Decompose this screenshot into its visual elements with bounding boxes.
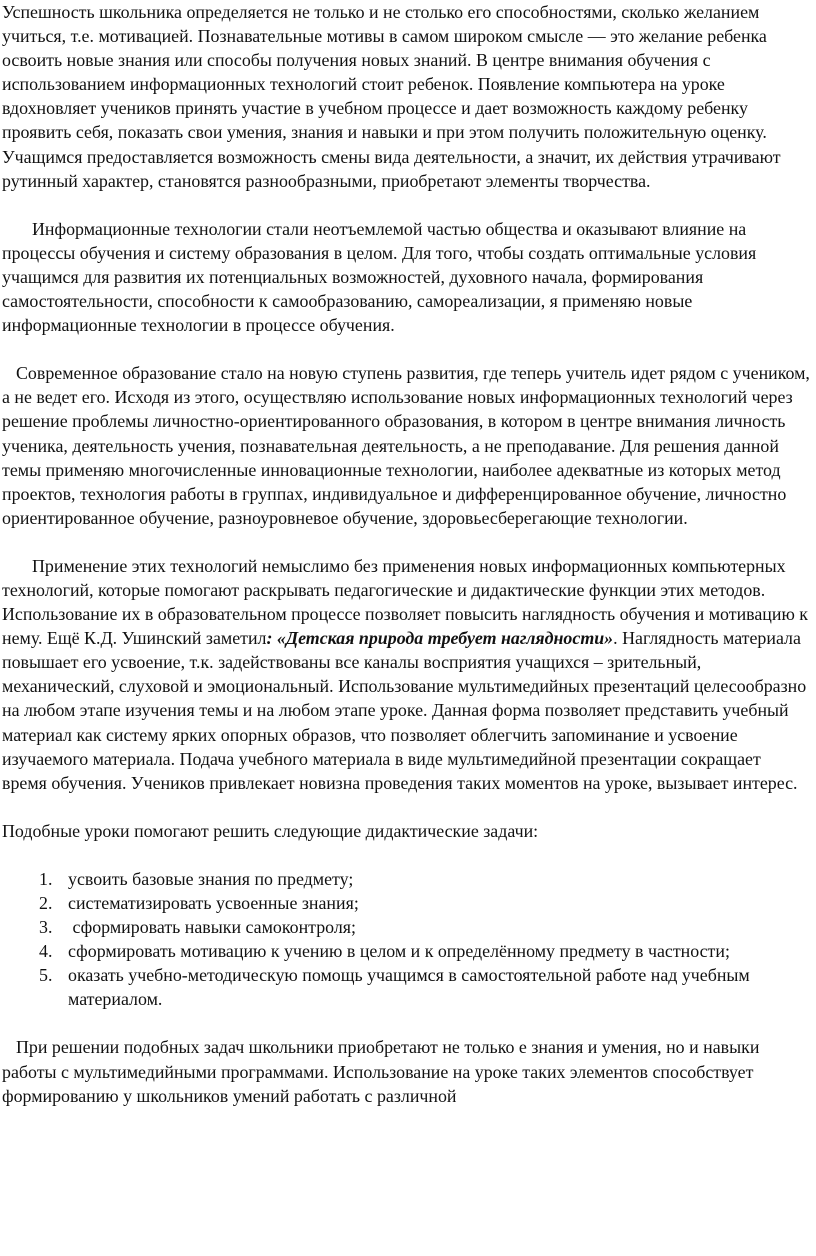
list-item [2,891,810,915]
list-item [2,939,810,963]
paragraph-motivation: Успешность школьника определяется не только и не столько его способностями, сколько желанием учиться, т.е. мотивацией. Познавательные мотивы в самом широком смысле — это желание ребенка освоить новые знания или способы получения новых знаний. В центре внимания обучения с использованием информационных технологий стоит ребенок. Появление компьютера на уроке вдохновляет учеников принять участие в учебном процессе и дает возможность каждому ребенку проявить себя, показать свои умения, знания и навыки и при этом получить положительную оценку. Учащимся предоставляется возможность смены вида деятельности, а значит, их действия утрачивают рутинный характер, становятся разнообразными, приобретают элементы творчества. [2,2,781,191]
list-item-number: 3. [39,917,53,938]
list-item-text: систематизировать усвоенные знания; [68,893,359,913]
paragraph-modern-education: Современное образование стало на новую ступень развития, где теперь учитель идет рядом с учеником, а не ведет его. Исходя из этого, осуществляю использование новых информационных технологий через решение проблемы личностно-ориентированного образования, в котором в центре внимания личность ученика, деятельность учения, познавательная деятельность, а не преподавание. Для решения данной темы применяю многочисленные инновационные технологии, наиболее адекватные из которых метод проектов, технология работы в группах, индивидуальное и дифференцированное обучение, личностно ориентированное обучение, разноуровневое обучение, здоровьесберегающие технологии. [2,363,810,528]
list-item-text: сформировать мотивацию к учению в целом и к определённому предмету в частности; [68,941,730,962]
ushinsky-quote: : «Детская природа требует наглядности» [266,628,614,649]
list-item-text: сформировать навыки самоконтроля; [68,917,356,938]
list-item [2,867,810,891]
paragraph-multimedia-skills: При решении подобных задач школьники приобретают не только е знания и умения, но и навыки работы с мультимедийными программами. Использование на уроке таких элементов способствует формированию у школьников умений работать с различной [2,1037,760,1106]
paragraph-visual-learning-start: Применение этих технологий немыслимо без применения новых информационных компьютерных технологий, которые помогают раскрывать педагогические и дидактические функции этих методов. Использование их в образовательном процессе позволяет повысить наглядность обучения и мотивацию к нему. Ещё К.Д. Ушинский заметил [2,555,808,649]
list-item-text: усвоить базовые знания по предмету; [68,868,354,889]
paragraph-visual-learning-end: . Наглядность материала повышает его усвоение, т.к. задействованы все каналы восприятия учащихся – зрительный, механический, слуховой и эмоциональный. Использование мультимедийных презентаций целесообразно на любом этапе изучения темы и на любом этапе уроке. Данная форма позволяет представить учебный материал как систему ярких опорных образов, что позволяет облегчить запоминание и усвоение изучаемого материала. Подача учебного материала в виде мультимедийной презентации сокращает время обучения. Учеников привлекает новизна проведения таких моментов на уроке, вызывает интерес. [2,628,807,793]
list-item-number: 5. [39,965,53,986]
list-item-number: 2. [39,893,53,913]
paragraph-visual-learning [2,554,810,795]
paragraph-it-in-society: Информационные технологии стали неотъемлемой частью общества и оказывают влияние на процессы обучения и систему образования в целом. Для того, чтобы создать оптимальные условия учащимся для развития их потенциальных возможностей, духовного начала, формирования самостоятельности, способности к самообразованию, самореализации, я применяю новые информационные технологии в процессе обучения. [2,218,757,336]
list-item-text: оказать учебно-методическую помощь учащимся в самостоятельной работе над учебным материалом. [68,965,750,1010]
didactic-tasks-list [2,867,810,1012]
list-item-number: 4. [39,941,53,962]
list-item [2,915,810,939]
list-item-number: 1. [39,868,53,889]
tasks-intro: Подобные уроки помогают решить следующие дидактические задачи: [2,820,539,841]
list-item [2,963,810,1011]
